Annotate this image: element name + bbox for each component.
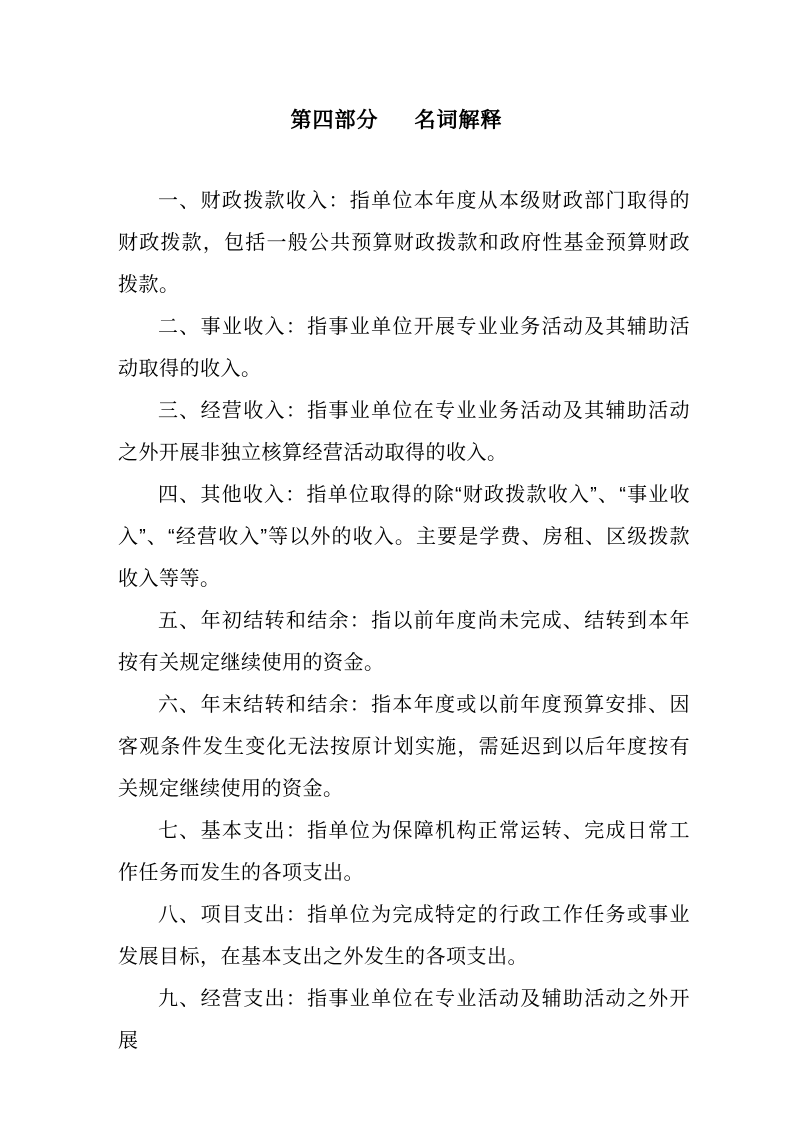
definition-paragraph-2: 二、事业收入：指事业单位开展专业业务活动及其辅助活动取得的收入。 [118, 316, 690, 380]
document-body [118, 180, 690, 1062]
definition-paragraph-1: 一、财政拨款收入：指单位本年度从本级财政部门取得的财政拨款，包括一般公共预算财政拨款和政府性基金预算财政拨款。 [118, 190, 690, 296]
definition-paragraph-9: 九、经营支出：指事业单位在专业活动及辅助活动之外开展 [118, 988, 690, 1052]
definition-paragraph-7: 七、基本支出：指单位为保障机构正常运转、完成日常工作任务而发生的各项支出。 [118, 820, 690, 884]
document-title-text: 名词解释 [414, 109, 503, 132]
definition-paragraph-3: 三、经营收入：指事业单位在专业业务活动及其辅助活动之外开展非独立核算经营活动取得的收入。 [118, 400, 690, 464]
document-title-section: 第四部分 [290, 109, 379, 132]
definition-paragraph-8: 八、项目支出：指单位为完成特定的行政工作任务或事业发展目标，在基本支出之外发生的各项支出。 [118, 904, 690, 968]
definition-paragraph-4: 四、其他收入：指单位取得的除“财政拨款收入”、“事业收入”、“经营收入”等以外的收入。主要是学费、房租、区级拨款收入等等。 [118, 484, 690, 590]
definition-paragraph-6: 六、年末结转和结余：指本年度或以前年度预算安排、因客观条件发生变化无法按原计划实施，需延迟到以后年度按有关规定继续使用的资金。 [118, 694, 690, 800]
document-title [0, 0, 793, 137]
definition-paragraph-5: 五、年初结转和结余：指以前年度尚未完成、结转到本年按有关规定继续使用的资金。 [118, 610, 690, 674]
